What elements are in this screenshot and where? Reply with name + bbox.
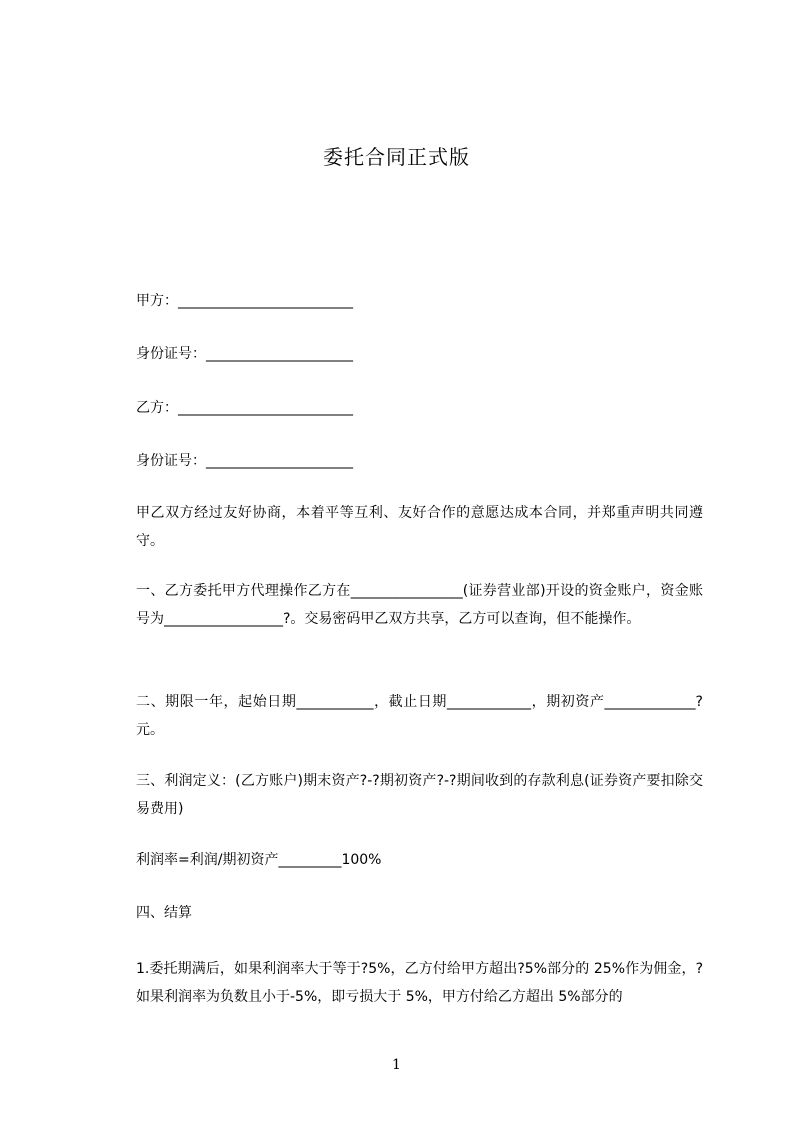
clause-4-1-paragraph [103,955,703,1011]
intro-text: 甲乙双方经过友好协商，本着平等互利、友好合作的意愿达成本合同，并郑重声明共同遵守。 [136,505,703,549]
clause-3-text: 三、利润定义：(乙方账户)期末资产?-?期初资产?-?期间收到的存款利息(证券资产要扣除交易费用) [136,773,703,817]
clause-2-text: 二、期限一年，起始日期___________，截止日期____________，期初资产_____________?元。 [136,694,703,738]
clause-4-1-text: 1.委托期满后，如果利润率大于等于?5%，乙方付给甲方超出?5%部分的 25%作为佣金，?如果利润率为负数且小于-5%，即亏损大于 5%，甲方付给乙方超出 5%部分的 [136,961,703,1005]
party-a-id-field: 身份证号：_____________________ [136,346,353,362]
clause-2-paragraph [103,688,703,744]
party-a-field: 甲方：_________________________ [136,293,353,309]
clause-3-paragraph [103,767,703,823]
page-number: 1 [392,1057,401,1073]
party-b-field: 乙方：_________________________ [136,400,353,416]
page-title: 委托合同正式版 [323,145,470,169]
intro-paragraph [103,499,703,555]
clause-1-text: 一、乙方委托甲方代理操作乙方在________________(证券营业部)开设的资金账户，资金账号为_________________?。交易密码甲乙双方共享，乙方可以查询，但不能操作。 [136,583,703,627]
profit-rate-line: 利润率=利润/期初资产_________100% [136,852,382,868]
party-b-id-field: 身份证号：_____________________ [136,453,353,469]
clause-1-paragraph [103,577,703,633]
clause-4-heading: 四、结算 [136,905,192,921]
